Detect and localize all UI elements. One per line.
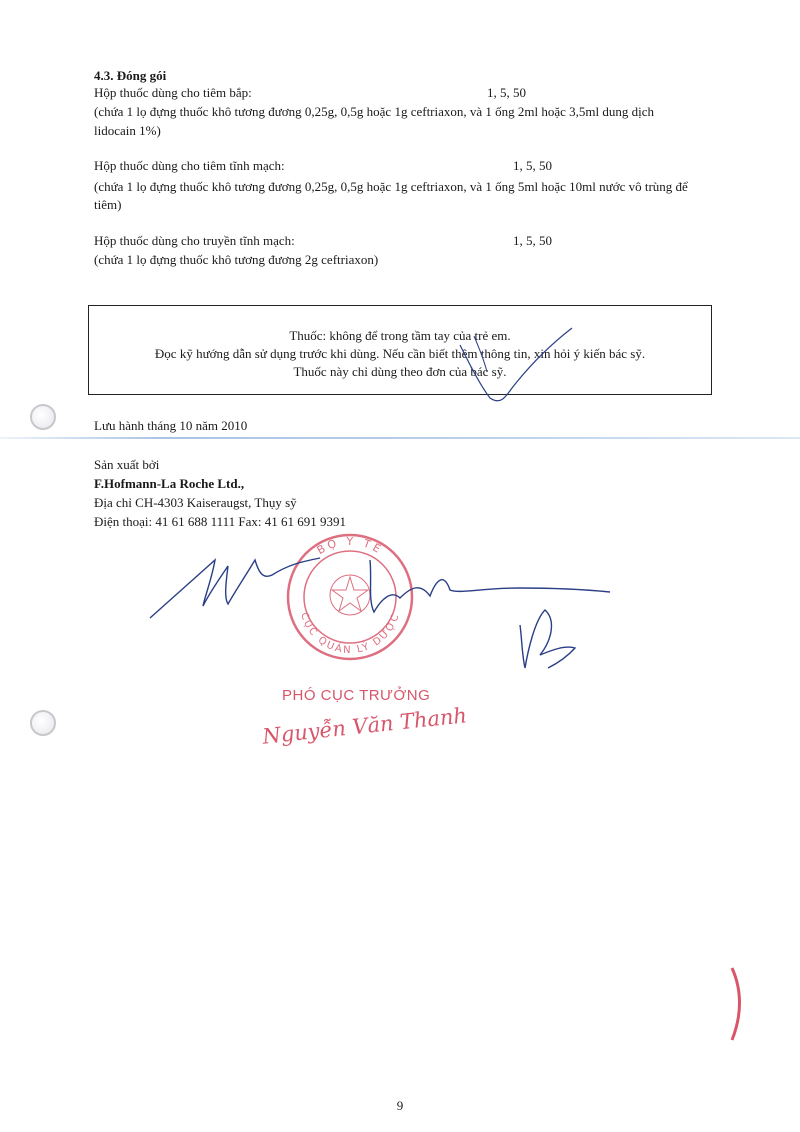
official-seal xyxy=(288,535,412,659)
manufacturer-name: F.Hofmann-La Roche Ltd., xyxy=(94,476,245,491)
package-sizes-im: 1, 5, 50 xyxy=(487,85,526,100)
signature-center xyxy=(370,560,610,612)
package-detail-iv-1: (chứa 1 lọ đựng thuốc khô tương đương 0,25g, 0,5g hoặc 1g ceftriaxon, và 1 ống 5ml hoặc 10ml nước vô trùng để xyxy=(94,179,688,194)
package-label-im: Hộp thuốc dùng cho tiêm bắp: xyxy=(94,85,252,100)
package-label-infusion: Hộp thuốc dùng cho truyền tĩnh mạch: xyxy=(94,233,295,248)
notice-line-1: Thuốc: không để trong tầm tay của trẻ em. xyxy=(289,328,511,343)
deputy-director-title: PHÓ CỤC TRƯỞNG xyxy=(282,687,431,704)
warning-notice-box xyxy=(88,305,712,395)
page-number: 9 xyxy=(396,1098,404,1113)
package-detail-infusion-1: (chứa 1 lọ đựng thuốc khô tương đương 2g ceftriaxon) xyxy=(94,252,379,267)
manufacturer-label: Sản xuất bởi xyxy=(94,457,160,472)
svg-text:BỘ Y TẾ xyxy=(315,535,386,557)
deputy-director-name: Nguyễn Văn Thanh xyxy=(261,703,469,749)
package-detail-im-2: lidocain 1%) xyxy=(94,123,161,138)
package-sizes-iv: 1, 5, 50 xyxy=(513,158,552,173)
manufacturer-address: Địa chỉ CH-4303 Kaiseraugst, Thụy sỹ xyxy=(94,495,297,510)
seal-bottom-text: CỤC QUẢN LÝ DƯỢC xyxy=(298,611,402,657)
punch-hole-top xyxy=(30,404,56,430)
scan-line xyxy=(0,437,800,439)
manufacturer-phone: Điện thoại: 41 61 688 1111 Fax: 41 61 691 9391 xyxy=(94,514,347,529)
signature-initials xyxy=(520,610,575,668)
package-sizes-infusion: 1, 5, 50 xyxy=(513,233,552,248)
notice-line-3: Thuốc này chỉ dùng theo đơn của bác sỹ. xyxy=(293,364,507,379)
package-label-iv: Hộp thuốc dùng cho tiêm tĩnh mạch: xyxy=(94,158,285,173)
section-title: 4.3. Đóng gói xyxy=(94,68,167,83)
svg-text:CỤC QUẢN LÝ DƯỢC xyxy=(298,611,402,656)
signature-left xyxy=(150,558,320,618)
package-detail-iv-2: tiêm) xyxy=(94,197,122,212)
package-detail-im-1: (chứa 1 lọ đựng thuốc khô tương đương 0,25g, 0,5g hoặc 1g ceftriaxon, và 1 ống 2ml hoặc 3,5ml dung dịch xyxy=(94,104,655,119)
notice-line-2: Đọc kỹ hướng dẫn sử dụng trước khi dùng. Nếu cần biết thêm thông tin, xin hỏi ý kiến bác sỹ. xyxy=(154,346,646,361)
seal-top-text: BỘ Y TẾ xyxy=(314,534,386,558)
circulation-date: Lưu hành tháng 10 năm 2010 xyxy=(94,418,248,433)
punch-hole-bottom xyxy=(30,710,56,736)
red-edge-mark xyxy=(732,968,740,1040)
